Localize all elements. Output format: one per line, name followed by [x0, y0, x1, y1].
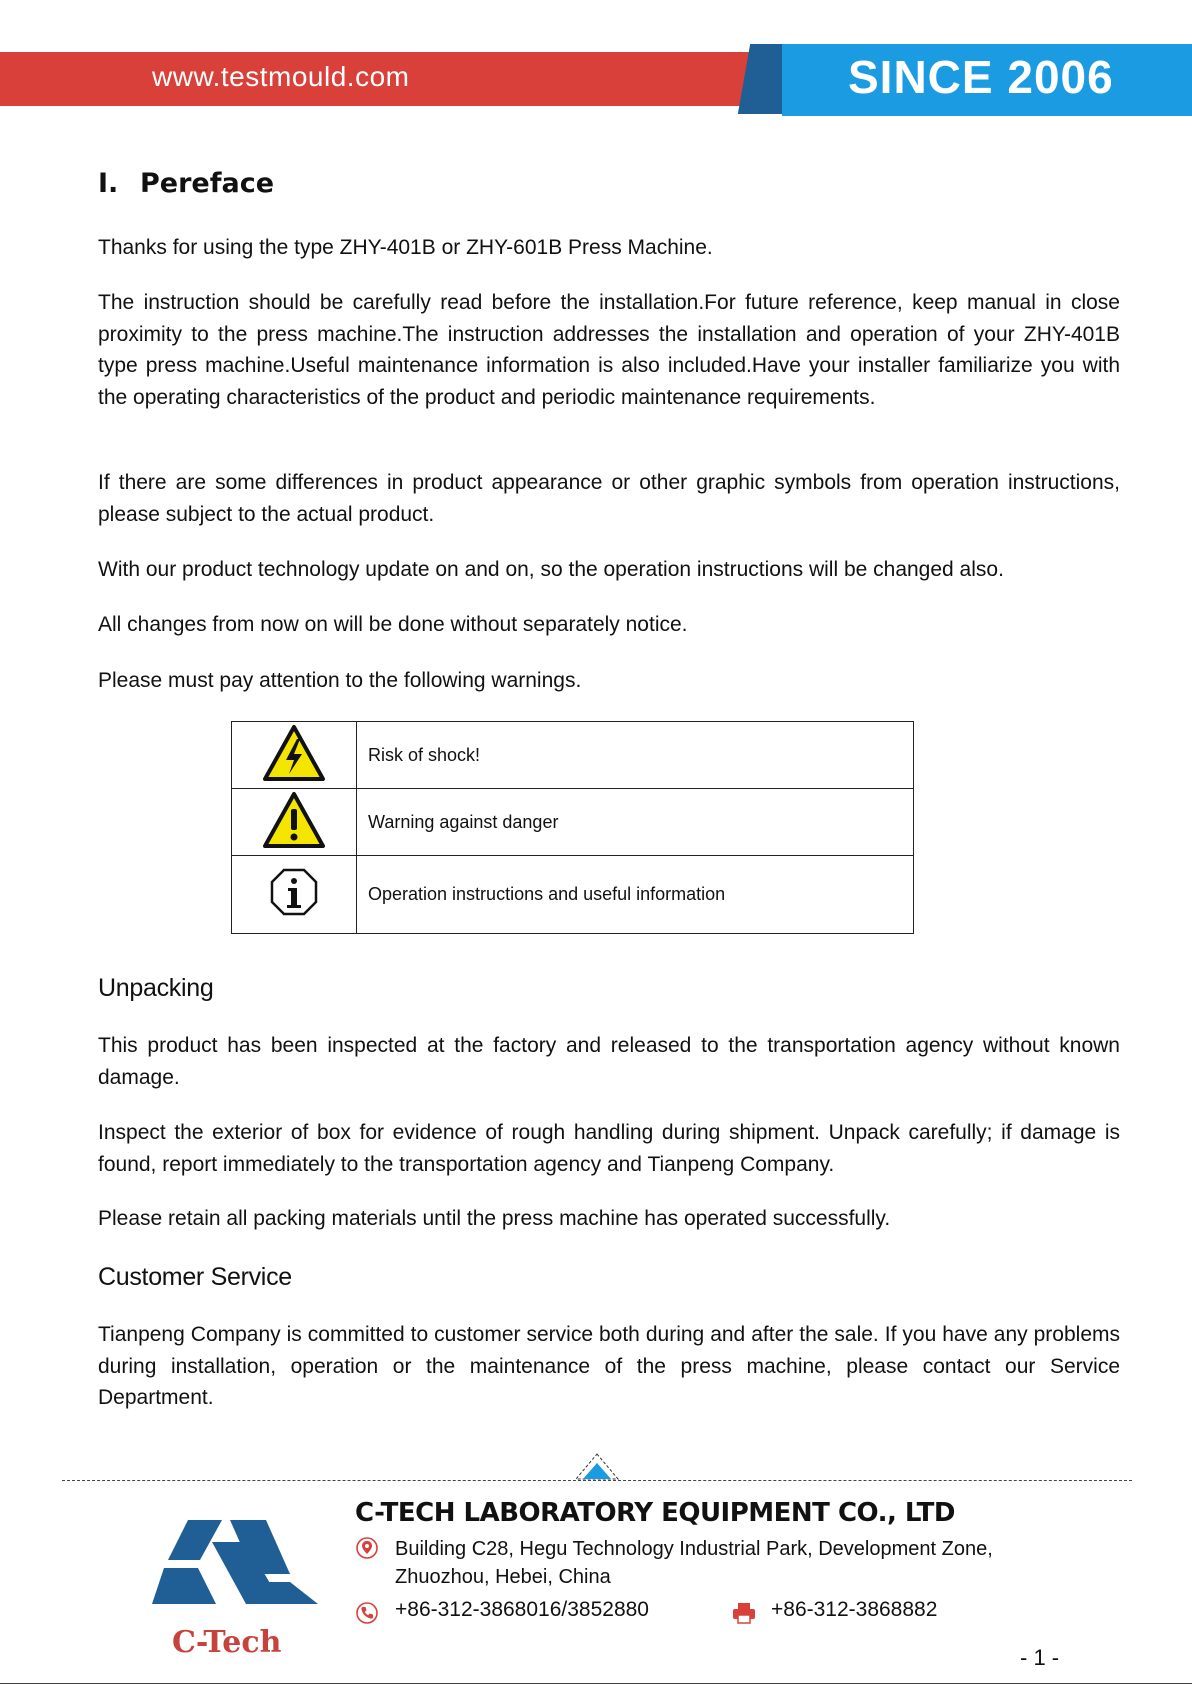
footer-divider-triangle-icon [574, 1451, 620, 1481]
warning-text: Warning against danger [357, 789, 914, 856]
preface-paragraph-5: All changes from now on will be done without separately notice. [98, 613, 688, 636]
website-url: www.testmould.com [152, 61, 410, 92]
unpacking-paragraph-3: Please retain all packing materials until the press machine has operated successfully. [98, 1207, 891, 1230]
section-title [98, 168, 274, 199]
preface-paragraph-4: With our product technology update on and on, so the operation instructions will be changed also. [98, 558, 1004, 581]
preface-paragraph-3: If there are some differences in product appearance or other graphic symbols from operation instructions, please subject to the actual product. [98, 471, 1120, 526]
footer-divider [62, 1480, 1132, 1481]
phone-number: +86-312-3868016/3852880 [395, 1598, 649, 1621]
address-line-1: Building C28, Hegu Technology Industrial Park, Development Zone, [395, 1538, 993, 1560]
general-warning-icon [262, 791, 326, 849]
unpacking-heading: Unpacking [98, 974, 214, 1002]
unpacking-paragraph-2: Inspect the exterior of box for evidence of rough handling during shipment. Unpack carefully; if damage is found, report immediately to the transportation agency and Tianpeng Company. [98, 1121, 1120, 1176]
c-tech-logo [150, 1508, 320, 1658]
warning-text: Risk of shock! [357, 722, 914, 789]
preface-paragraph-2: The instruction should be carefully read before the installation.For future reference, keep manual in close proximity to the press machine.The instruction addresses the installation and operation of your ZHY-401B type press machine.Useful maintenance information is also included.Have your installer familiarize you with the operating characteristics of the product and periodic maintenance requirements. [98, 291, 1120, 409]
section-number: I. [98, 168, 119, 199]
information-icon [269, 867, 319, 917]
phone-icon [356, 1602, 378, 1624]
section-title-text: Pereface [140, 168, 275, 199]
fax-number: +86-312-3868882 [771, 1598, 938, 1621]
warning-row [232, 856, 914, 934]
address-line-2: Zhuozhou, Hebei, China [395, 1566, 611, 1588]
warnings-table [231, 721, 914, 934]
location-pin-icon [356, 1537, 378, 1559]
preface-paragraph-6: Please must pay attention to the following warnings. [98, 669, 582, 692]
warning-row [232, 722, 914, 789]
company-name: C-TECH LABORATORY EQUIPMENT CO., LTD [355, 1498, 955, 1528]
warning-text: Operation instructions and useful information [357, 856, 914, 934]
page-bottom-rule [0, 1683, 1192, 1684]
fax-icon [731, 1602, 757, 1624]
customer-service-paragraph: Tianpeng Company is committed to customer service both during and after the sale. If you have any problems during installation, operation or the maintenance of the press machine, please contact our Service Department. [98, 1323, 1120, 1409]
warning-row [232, 789, 914, 856]
preface-paragraph-1: Thanks for using the type ZHY-401B or ZHY-601B Press Machine. [98, 236, 713, 259]
header-banner-right [782, 44, 1192, 116]
header-banner-left [0, 52, 780, 106]
logo-text: C-Tech [172, 1625, 282, 1658]
since-label: SINCE 2006 [848, 51, 1114, 103]
unpacking-paragraph-1: This product has been inspected at the factory and released to the transportation agency without known damage. [98, 1034, 1120, 1089]
page-number: - 1 - [1020, 1645, 1060, 1670]
customer-service-heading: Customer Service [98, 1263, 292, 1291]
high-voltage-warning-icon [262, 724, 326, 782]
